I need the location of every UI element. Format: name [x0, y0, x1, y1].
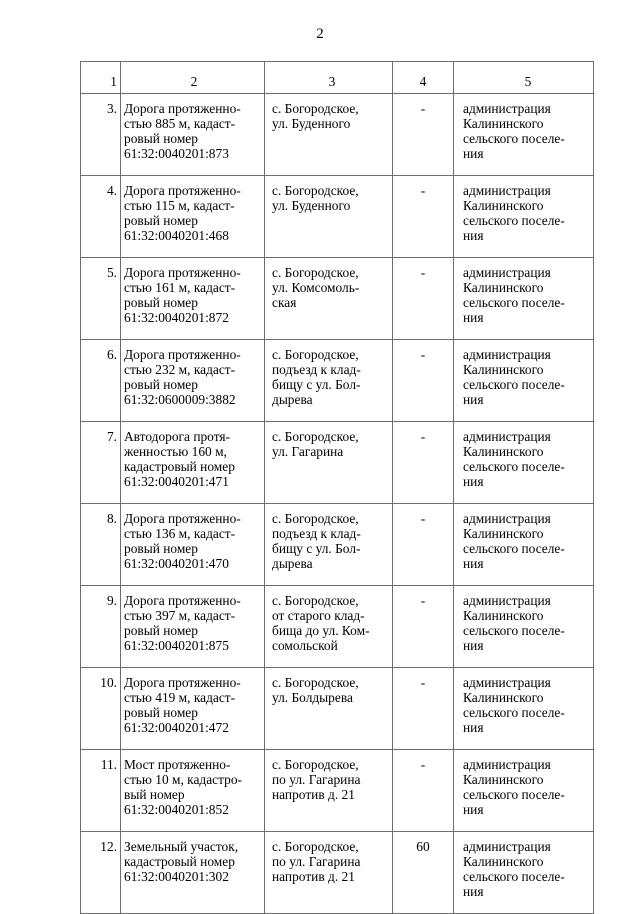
owner-cell: администрация Калининского сельского поселе- ния — [454, 340, 594, 422]
object-name-cell: Дорога протяженно- стью 419 м, кадаст- ровый номер 61:32:0040201:472 — [121, 668, 265, 750]
column-header-4: 4 — [393, 62, 454, 94]
object-name-cell: Автодорога протя- женностью 160 м, кадастровый номер 61:32:0040201:471 — [121, 422, 265, 504]
header-row — [81, 62, 594, 94]
row-number-cell: 5. — [81, 258, 121, 340]
table-row — [81, 832, 594, 914]
row-number-cell: 6. — [81, 340, 121, 422]
owner-cell: администрация Калининского сельского поселе- ния — [454, 94, 594, 176]
location-cell: с. Богородское, подъезд к клад- бищу с ул. Бол- дырева — [265, 340, 393, 422]
area-cell: - — [393, 668, 454, 750]
object-name-cell: Дорога протяженно- стью 161 м, кадаст- ровый номер 61:32:0040201:872 — [121, 258, 265, 340]
row-number-cell: 10. — [81, 668, 121, 750]
table-row — [81, 94, 594, 176]
owner-cell: администрация Калининского сельского поселе- ния — [454, 668, 594, 750]
object-name-cell: Дорога протяженно- стью 885 м, кадаст- ровый номер 61:32:0040201:873 — [121, 94, 265, 176]
location-cell: с. Богородское, ул. Комсомоль- ская — [265, 258, 393, 340]
row-number-cell: 11. — [81, 750, 121, 832]
owner-cell: администрация Калининского сельского поселе- ния — [454, 258, 594, 340]
owner-cell: администрация Калининского сельского поселе- ния — [454, 176, 594, 258]
area-cell: - — [393, 422, 454, 504]
object-name-cell: Дорога протяженно- стью 115 м, кадаст- ровый номер 61:32:0040201:468 — [121, 176, 265, 258]
property-table — [80, 61, 594, 914]
area-cell: - — [393, 504, 454, 586]
row-number-cell: 9. — [81, 586, 121, 668]
table-row — [81, 258, 594, 340]
area-cell: - — [393, 750, 454, 832]
table-row — [81, 504, 594, 586]
owner-cell: администрация Калининского сельского поселе- ния — [454, 750, 594, 832]
owner-cell: администрация Калининского сельского поселе- ния — [454, 832, 594, 914]
location-cell: с. Богородское, по ул. Гагарина напротив д. 21 — [265, 750, 393, 832]
table-row — [81, 668, 594, 750]
row-number-cell: 8. — [81, 504, 121, 586]
table-row — [81, 586, 594, 668]
column-header-2: 2 — [121, 62, 265, 94]
area-cell: - — [393, 176, 454, 258]
area-cell: - — [393, 94, 454, 176]
table-row — [81, 176, 594, 258]
owner-cell: администрация Калининского сельского поселе- ния — [454, 504, 594, 586]
column-header-5: 5 — [454, 62, 594, 94]
row-number-cell: 4. — [81, 176, 121, 258]
owner-cell: администрация Калининского сельского поселе- ния — [454, 422, 594, 504]
location-cell: с. Богородское, подъезд к клад- бищу с ул. Бол- дырева — [265, 504, 393, 586]
area-cell: - — [393, 258, 454, 340]
object-name-cell: Мост протяженно- стью 10 м, кадастро- вый номер 61:32:0040201:852 — [121, 750, 265, 832]
table-row — [81, 340, 594, 422]
area-cell: 60 — [393, 832, 454, 914]
object-name-cell: Дорога протяженно- стью 397 м, кадаст- ровый номер 61:32:0040201:875 — [121, 586, 265, 668]
row-number-cell: 3. — [81, 94, 121, 176]
column-header-3: 3 — [265, 62, 393, 94]
location-cell: с. Богородское, от старого клад- бища до ул. Ком- сомольской — [265, 586, 393, 668]
row-number-cell: 12. — [81, 832, 121, 914]
location-cell: с. Богородское, ул. Болдырева — [265, 668, 393, 750]
page-number: 2 — [316, 26, 324, 42]
object-name-cell: Земельный участок, кадастровый номер 61:32:0040201:302 — [121, 832, 265, 914]
table-row — [81, 422, 594, 504]
object-name-cell: Дорога протяженно- стью 136 м, кадаст- ровый номер 61:32:0040201:470 — [121, 504, 265, 586]
owner-cell: администрация Калининского сельского поселе- ния — [454, 586, 594, 668]
column-header-1: 1 — [81, 62, 121, 94]
table-row — [81, 750, 594, 832]
location-cell: с. Богородское, ул. Гагарина — [265, 422, 393, 504]
object-name-cell: Дорога протяженно- стью 232 м, кадаст- ровый номер 61:32:0600009:3882 — [121, 340, 265, 422]
location-cell: с. Богородское, ул. Буденного — [265, 176, 393, 258]
row-number-cell: 7. — [81, 422, 121, 504]
area-cell: - — [393, 340, 454, 422]
area-cell: - — [393, 586, 454, 668]
location-cell: с. Богородское, ул. Буденного — [265, 94, 393, 176]
location-cell: с. Богородское, по ул. Гагарина напротив д. 21 — [265, 832, 393, 914]
